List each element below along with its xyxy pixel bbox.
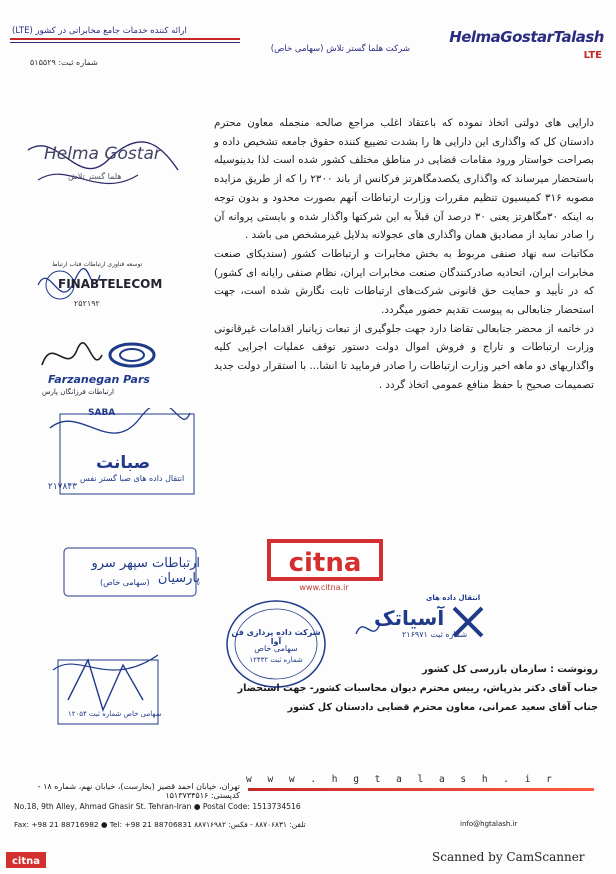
footer-address-en: No.18, 9th Alley, Ahmad Ghasir St. Tehran-Iran ● Postal Code: 1513734516 xyxy=(14,802,301,811)
cc-list xyxy=(210,660,598,717)
svg-text:citna: citna xyxy=(11,856,41,867)
letter-body xyxy=(214,114,594,395)
scanner-label: Scanned by CamScanner xyxy=(432,850,585,864)
helma-stamp xyxy=(18,130,188,200)
saba-stamp-number: ۲۱۷۸۴۳ xyxy=(48,482,78,492)
farzanegan-stamp xyxy=(22,335,182,396)
signature-scribble-icon xyxy=(18,130,188,200)
sarv-stamp xyxy=(60,540,200,604)
asiatech-stamp-head: انتقال داده های xyxy=(426,594,481,602)
bottom-left-stamp xyxy=(48,640,168,736)
saba-stamp-head: SABA xyxy=(88,408,116,418)
footer-address-fa: تهران، خیابان احمد قصیر (بخارست)، خیابان نهم، شماره ۱۸ - کدپستی: ۱۵۱۳۷۳۴۵۱۶ xyxy=(37,782,240,800)
footer-phone: Fax: +98 21 88716982 ● Tel: +98 21 88706831 تلفن: ۸۸۷۰۶۸۳۱ - فکس: ۸۸۷۱۶۹۸۲ xyxy=(14,820,306,829)
header-rule-blue xyxy=(10,42,240,43)
signature-scribble-icon xyxy=(48,640,168,736)
cc-line-1: جناب آقای دکتر بذرپاش، رییس محترم دیوان محاسبات کشور- جهت استحضار xyxy=(237,683,598,694)
finab-stamp-top: توسعه فناوری ارتباطات فناب ارتباط xyxy=(52,261,143,268)
sarv-stamp-title: ارتباطات سپهر سرو پارسیان xyxy=(91,556,200,586)
asiatech-stamp-title: آسیاتک xyxy=(374,606,445,630)
farzanegan-stamp-sub: ارتباطات فرزانگان پارس xyxy=(42,388,114,396)
cc-line-2: جناب آقای سعید عمرانی، معاون محترم قضایی دادستان کل کشور xyxy=(287,702,598,713)
registration-number: شماره ثبت: ۵۱۵۵۲۹ xyxy=(30,58,98,67)
round-stamp-line2: سهامی خاص xyxy=(254,644,298,653)
cc-heading: رونوشت : سازمان بازرسی کل کشور xyxy=(422,664,598,675)
citna-logo-icon xyxy=(265,537,385,583)
bottom-stamp-sub: سهامی خاص شماره ثبت ۱۲۰۵۴ xyxy=(68,710,162,718)
round-stamp-line1: شرکت داده پردازی فن آوا xyxy=(231,628,321,646)
letter-footer xyxy=(0,762,616,832)
helma-stamp-title: Helma Gostar xyxy=(44,144,161,164)
paragraph-2: مکاتبات سه نهاد صنفی مربوط به بخش مخابرات و ارتباطات کشور (سندیکای صنعت مخابرات ایران، اتحادیه صادرکنندگان صنعت مخابرات ایران، نظام صنفی رایانه ای کشور) که در تأیید و حمایت حق قانونی شرکت‌های ارتباطات ثابت نگارش شده است، جهت استحضار جنابعالی به پیوست تقدیم حضور میگردد. xyxy=(214,247,594,317)
finab-stamp xyxy=(30,255,163,325)
finab-stamp-number: ۲۵۲۱۹۲ xyxy=(74,299,100,308)
farzanegan-stamp-title: Farzanegan Pars xyxy=(48,373,150,386)
paragraph-1: دارایی های دولتی اتخاذ نموده که باعتقاد اغلب مراجع صالحه منجمله معاون محترم دادستان کل که واگذاری این دارایی ها را بشدت تضییع کننده حقوق جامعه تشخیص داده و بصراحت خواستار ورود مقامات قضایی در مناطق مختلف کشور شده است لذا بدینوسیله باستحضار میرساند که واگذاری یکصدمگاهرتز فرکانس از باند ۲۳۰۰ را که از طریق مزایده مصوبه ۳۱۶ کمیسیون تنظیم مقررات وزارت ارتباطات آنهم بصورت محدود و بدون توجه به اینکه ۳۰مگاهرتز یعنی ۳۰ درصد آن قبلاً به این شرکتها واگذار شده و بایستی پروانه آن را صادر نماید از مصادیق همان واگذاری های عجولانه بدلایل غیرمشخص می باشد . xyxy=(214,117,594,242)
paragraph-3: در خاتمه از محضر جنابعالی تقاضا دارد جهت جلوگیری از تبعات زیانبار اقدامات غیرقانونی وزارت ارتباطات و تاراج و فروش اموال دولت دستور توقف عملیات اجرایی کلیه واگذاریهای دو ماهه اخیر وزارت ارتباطات را صادر فرمایید تا انشا... با استقرار دولت جدید تصمیمات صحیح با حفظ منافع عمومی اتخاذ گردد . xyxy=(214,322,594,391)
company-name: شرکت هلما گستر تلاش (سهامی خاص) xyxy=(270,44,410,54)
citna-url: www.citna.ir xyxy=(299,583,349,592)
saba-stamp-sub: انتقال داده های صبا گستر نفس xyxy=(80,474,185,483)
footer-website: w w w . h g t a l a s h . i r xyxy=(246,774,557,785)
helma-stamp-sub: هلما گستر تلاش xyxy=(68,172,122,181)
citna-watermark-icon xyxy=(6,852,46,868)
footer-bar xyxy=(248,788,594,791)
svg-text:citna: citna xyxy=(288,548,362,578)
brand-logo: HelmaGostarTalash xyxy=(449,28,604,46)
sarv-stamp-sub: (سهامی خاص) xyxy=(100,578,150,587)
asiatech-stamp xyxy=(354,594,494,650)
finab-stamp-title: FINABTELECOM xyxy=(58,277,163,291)
header-rule-red xyxy=(10,38,240,40)
company-tagline: ارائه کننده خدمات جامع مخابراتی در کشور (LTE) xyxy=(12,26,187,36)
round-stamp-line3: شماره ثبت ۱۲۴۳۲ xyxy=(249,656,303,664)
asiatech-stamp-sub: شماره ثبت ۲۱۶۹۷۱ xyxy=(402,630,468,639)
footer-email: info@hgtalash.ir xyxy=(460,820,518,828)
saba-stamp xyxy=(40,408,200,496)
saba-stamp-title: صبانت xyxy=(96,453,151,473)
brand-sub: LTE xyxy=(583,50,602,61)
